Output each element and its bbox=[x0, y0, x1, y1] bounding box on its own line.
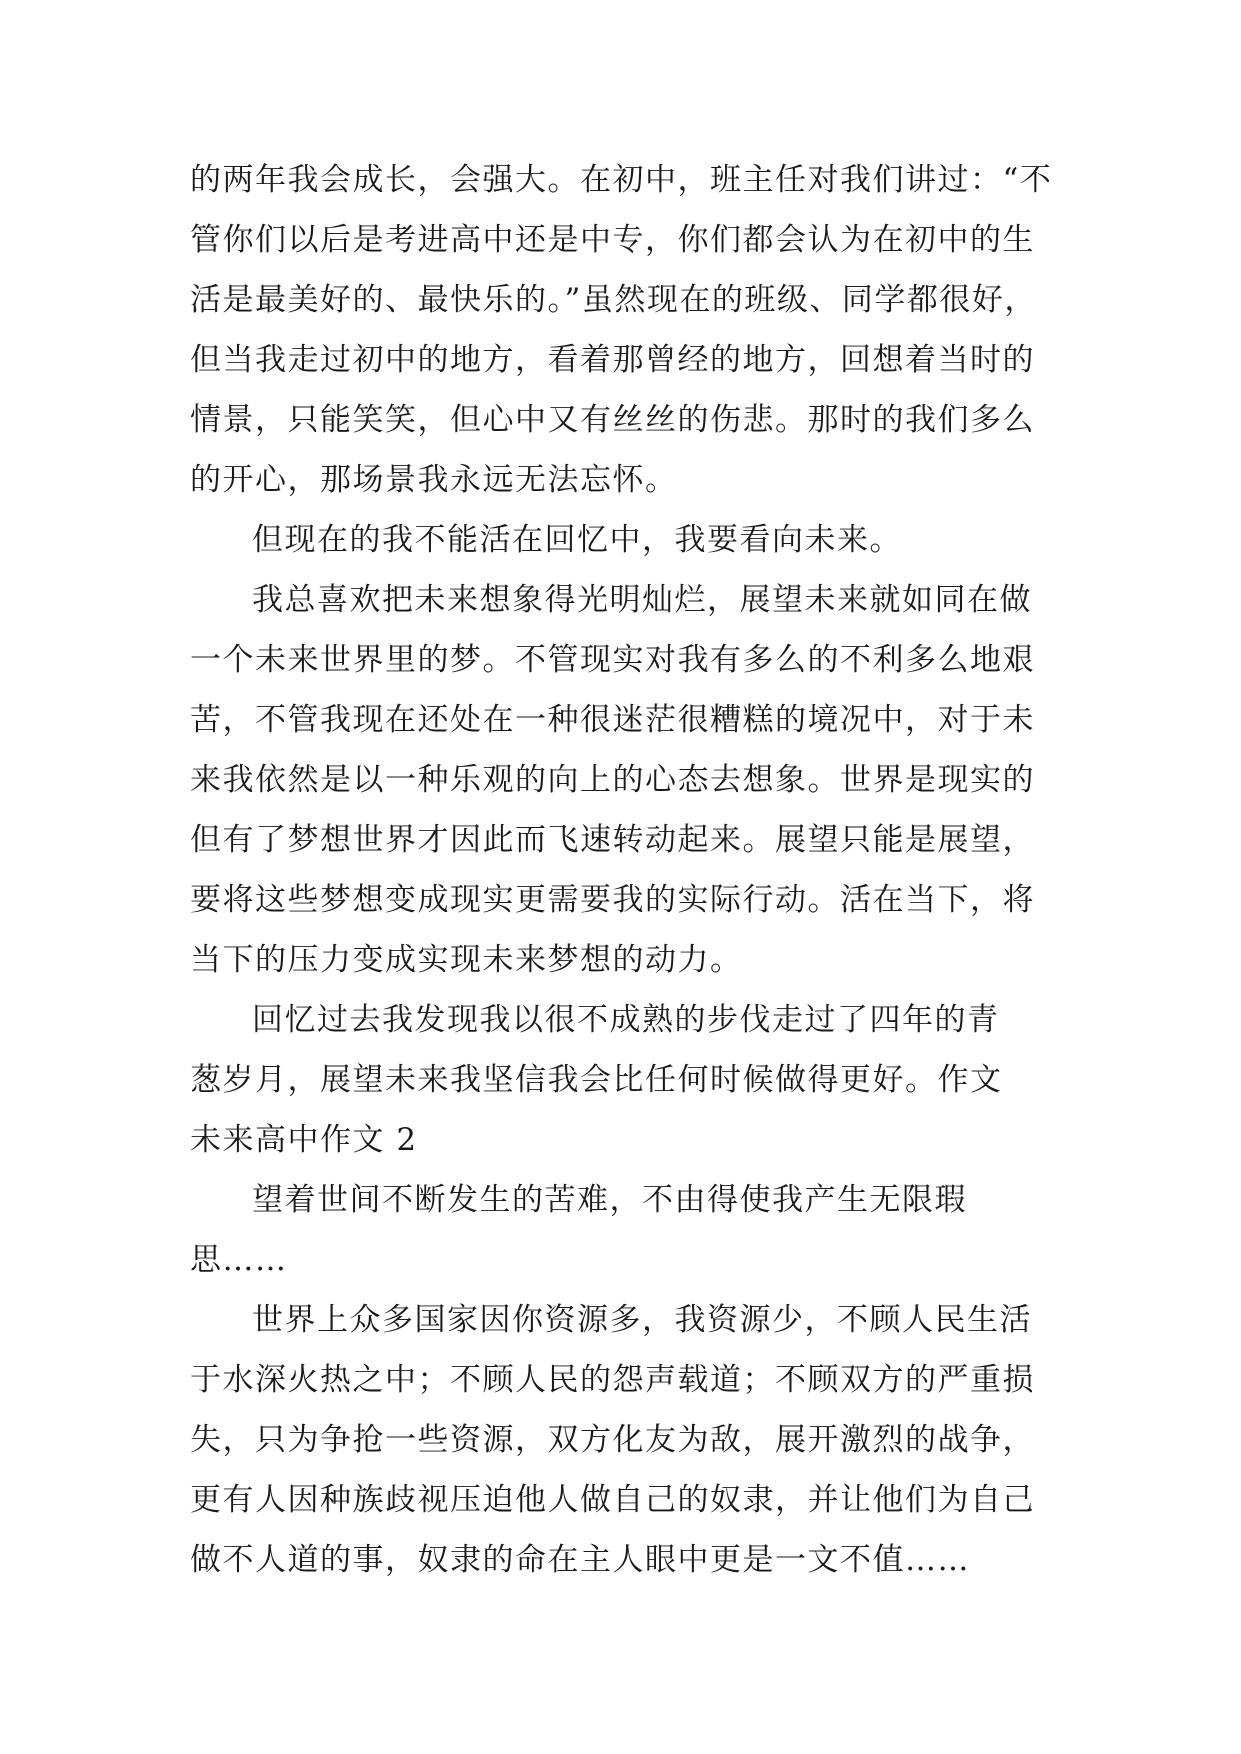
paragraph-start-line: 但现在的我不能活在回忆中，我要看向未来。 bbox=[252, 522, 902, 558]
text-line: 要将这些梦想变成现实更需要我的实际行动。活在当下，将 bbox=[190, 882, 1035, 918]
text-line: 管你们以后是考进高中还是中专，你们都会认为在初中的生 bbox=[190, 222, 1035, 258]
text-line: 情景，只能笑笑，但心中又有丝丝的伤悲。那时的我们多么 bbox=[190, 402, 1035, 438]
text-line: 的开心，那场景我永远无法忘怀。 bbox=[190, 462, 678, 498]
text-line: 来我依然是以一种乐观的向上的心态去想象。世界是现实的 bbox=[190, 762, 1035, 798]
text-line: 苦，不管我现在还处在一种很迷茫很糟糕的境况中，对于未 bbox=[190, 702, 1035, 738]
text-line: 但有了梦想世界才因此而飞速转动起来。展望只能是展望， bbox=[190, 822, 1035, 858]
section-heading: 未来高中作文 2 bbox=[190, 1122, 418, 1158]
text-line: 思…… bbox=[190, 1242, 288, 1278]
body-text bbox=[190, 150, 1070, 1590]
paragraph-start-line: 世界上众多国家因你资源多，我资源少，不顾人民生活 bbox=[252, 1302, 1032, 1338]
paragraph-start-line: 回忆过去我发现我以很不成熟的步伐走过了四年的青 bbox=[252, 1002, 1000, 1038]
paragraph-start-line: 望着世间不断发生的苦难，不由得使我产生无限瑕 bbox=[252, 1182, 967, 1218]
text-line: 做不人道的事，奴隶的命在主人眼中更是一文不值…… bbox=[190, 1542, 970, 1578]
text-line: 葱岁月，展望未来我坚信我会比任何时候做得更好。作文 bbox=[190, 1062, 1003, 1098]
text-line: 更有人因种族歧视压迫他人做自己的奴隶，并让他们为自己 bbox=[190, 1482, 1035, 1518]
text-line: 一个未来世界里的梦。不管现实对我有多么的不利多么地艰 bbox=[190, 642, 1035, 678]
text-line: 但当我走过初中的地方，看着那曾经的地方，回想着当时的 bbox=[190, 342, 1035, 378]
paragraph-start-line: 我总喜欢把未来想象得光明灿烂，展望未来就如同在做 bbox=[252, 582, 1032, 618]
text-line: 当下的压力变成实现未来梦想的动力。 bbox=[190, 942, 743, 978]
text-line: 的两年我会成长，会强大。在初中，班主任对我们讲过：“不 bbox=[190, 162, 1053, 198]
text-line: 于水深火热之中；不顾人民的怨声载道；不顾双方的严重损 bbox=[190, 1362, 1035, 1398]
text-line: 失，只为争抢一些资源，双方化友为敌，展开激烈的战争， bbox=[190, 1422, 1035, 1458]
text-line: 活是最美好的、最快乐的。”虽然现在的班级、同学都很好， bbox=[190, 282, 1037, 318]
